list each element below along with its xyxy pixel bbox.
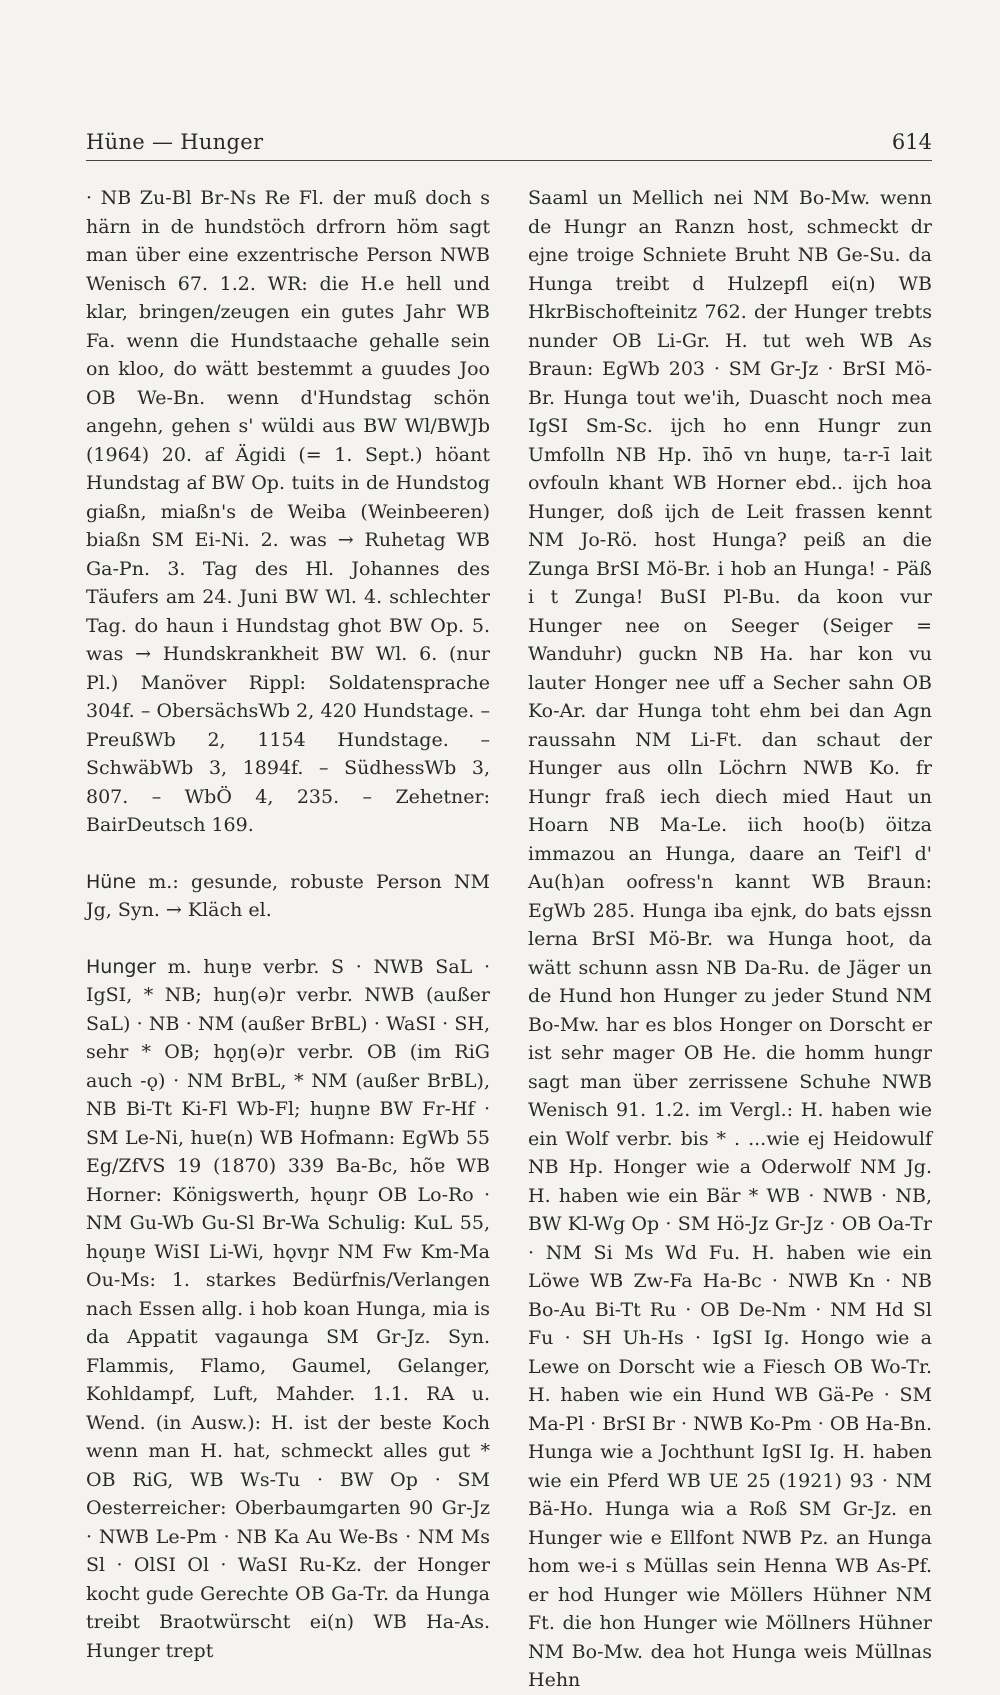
running-header [86,130,932,161]
entry-hunger-continuation: Saaml un Mellich nei NM Bo-Mw. wenn de Hungr an Ranzn host, schmeckt dr ejne troige Schniete Bruht NB Ge-Su. da Hunga treibt d Hulzepfl ei(n) WB HkrBischofteinitz 762. der Hunger trebts nunder OB Li-Gr. H. tut weh WB As Braun: EgWb 203 · SM Gr-Jz · BrSI Mö-Br. Hunga tout we'ih, Duascht noch mea IgSI Sm-Sc. ijch ho enn Hungr zun Umfolln NB Hp. īhō vn huŋɐ, ta-r-ī lait ovfouln khant WB Horner ebd.. ijch hoa Hunger, doß ijch de Leit frassen kennt NM Jo-Rö. host Hunga? peiß an die Zunga BrSI Mö-Br. i hob an Hunga! - Päß i t Zunga! BuSI Pl-Bu. da koon vur Hunger nee on Seeger (Seiger = Wanduhr) guckn NB Ha. har kon vu lauter Honger nee uff a Secher sahn OB Ko-Ar. dar Hunga toht ehm bei dan Agn raussahn NM Li-Ft. dan schaut der Hunger aus olln Löchrn NWB Ko. fr Hungr fraß iech diech mied Haut un Hoarn NB Ma-Le. iich hoo(b) öitza immazou an Hunga, daare an Teif'l d' Au(h)an oofress'n kannt WB Braun: EgWb 285. Hunga iba ejnk, do bats ejssn lerna BrSI Mö-Br. wa Hunga hoot, da wätt schunn assn NB Da-Ru. de Jäger un de Hund hon Hunger zu jeder Stund NM Bo-Mw. har es blos Honger on Dorscht er ist sehr mager OB He. die homm hungr sagt man über zerrissene Schuhe NWB Wenisch 91. 1.2. im Vergl.: H. haben wie ein Wolf verbr. bis * . ...wie ej Heidowulf NB Hp. Honger wie a Oderwolf NM Jg. H. haben wie ein Bär * WB · NWB · NB, BW Kl-Wg Op · SM Hö-Jz Gr-Jz · OB Oa-Tr · NM Si Ms Wd Fu. H. haben wie ein Löwe WB Zw-Fa Ha-Bc · NWB Kn · NB Bo-Au Bi-Tt Ru · OB De-Nm · NM Hd Sl Fu · SH Uh-Hs · IgSI Ig. Hongo wie a Lewe on Dorscht wie a Fiesch OB Wo-Tr. H. haben wie ein Hund WB Gä-Pe · SM Ma-Pl · BrSI Br · NWB Ko-Pm · OB Ha-Bn. Hunga wie a Jochthunt IgSI Ig. H. haben wie ein Pferd WB UE 25 (1921) 93 · NM Bä-Ho. Hunga wia a Roß SM Gr-Jz. en Hunger wie e Ellfont NWB Pz. an Hunga hom we-i s Müllas sein Henna WB As-Pf. er hod Hunger wie Möllers Hühner NM Ft. die hon Hunger wie Möllners Hühner NM Bo-Mw. dea hot Hunga weis Müllnas Hehn [528,187,932,1691]
entry-hundstag-continuation: · NB Zu-Bl Br-Ns Re Fl. der muß doch s härn in de hundstöch drfrorn höm sagt man über eine exzentrische Person NWB Wenisch 67. 1.2. WR: die H.e hell und klar, bringen/zeugen ein gutes Jahr WB Fa. wenn die Hundstaache gehalle sein on kloo, do wätt bestemmt a guudes Joo OB We-Bn. wenn d'Hundstag schön angehn, gehen s' wüldi aus BW Wl/BWJb (1964) 20. af Ägidi (= 1. Sept.) höant Hundstag af BW Op. tuits in de Hundstog giaßn, miaßn's de Weiba (Weinbeeren) biaßn SM Ei-Ni. 2. was → Ruhetag WB Ga-Pn. 3. Tag des Hl. Johannes des Täufers am 24. Juni BW Wl. 4. schlechter Tag. do haun i Hundstag ghot BW Op. 5. was → Hundskrankheit BW Wl. 6. (nur Pl.) Manöver Rippl: Soldatensprache 304f. – ObersächsWb 2, 420 Hundstage. – PreußWb 2, 1154 Hundstage. – SchwäbWb 3, 1894f. – SüdhessWb 3, 807. – WbÖ 4, 235. – Zehetner: BairDeutsch 169. [86,187,490,836]
entry-huene [86,868,490,925]
lemma-huene: Hüne [86,870,137,893]
header-title: Hüne — Hunger [86,130,264,154]
right-column [528,184,932,1695]
page-number: 614 [891,130,932,154]
entry-hunger [86,953,490,1666]
entry-hunger-text: m. huŋɐ verbr. S · NWB SaL · IgSI, * NB; huŋ(ə)r verbr. NWB (außer SaL) · NB · NM (außer BrBL) · WaSI · SH, sehr * OB; hǫŋ(ə)r verbr. OB (im RiG auch -ǫ) · NM BrBL, * NM (außer BrBL), NB Bi-Tt Ki-Fl Wb-Fl; huŋnɐ BW Fr-Hf · SM Le-Ni, huɐ(n) WB Hofmann: EgWb 55 Eg/ZfVS 19 (1870) 339 Ba-Bc, hõɐ WB Horner: Königswerth, hǫuŋr OB Lo-Ro · NM Gu-Wb Gu-Sl Br-Wa Schulig: KuL 55, hǫuŋɐ WiSI Li-Wi, hǫvŋr NM Fw Km-Ma Ou-Ms: 1. starkes Bedürfnis/Verlangen nach Essen allg. i hob koan Hunga, mia is da Appatit vagaunga SM Gr-Jz. Syn. Flammis, Flamo, Gaumel, Gelanger, Kohldampf, Luft, Mahder. 1.1. RA u. Wend. (in Ausw.): H. ist der beste Koch wenn man H. hat, schmeckt alles gut * OB RiG, WB Ws-Tu · BW Op · SM Oesterreicher: Oberbaumgarten 90 Gr-Jz · NWB Le-Pm · NB Ka Au We-Bs · NM Ms Sl · OlSI Ol · WaSI Ru-Kz. der Honger kocht gude Gerechte OB Ga-Tr. da Hunga treibt Braotwürscht ei(n) WB Ha-As. Hunger trept [86,955,490,1662]
lemma-hunger: Hunger [86,955,156,978]
entry-huene-text: m.: gesunde, robuste Person NM Jg, Syn. → Kläch el. [86,870,490,921]
left-column [86,184,490,1665]
